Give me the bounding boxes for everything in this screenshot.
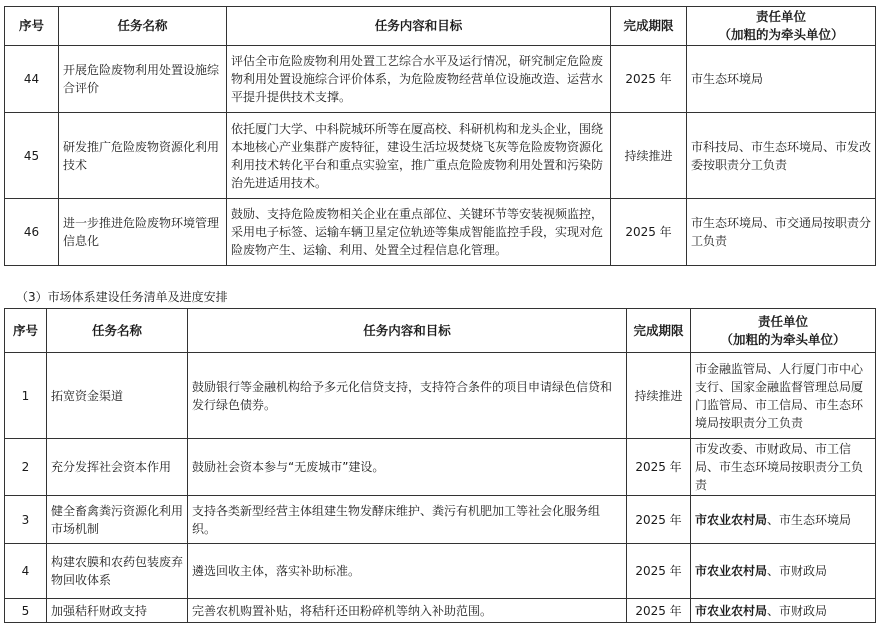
row-index: 3 (5, 496, 47, 544)
header-unit (691, 309, 876, 353)
table-header-row (5, 309, 876, 353)
header-content: 任务内容和目标 (188, 309, 627, 353)
row-content: 鼓励社会资本参与“无废城市”建设。 (188, 439, 627, 496)
row-content: 评估全市危险废物利用处置工艺综合水平及运行情况，研究制定危险废物利用处置设施综合评价体系，为危险废物经营单位设施改造、运营水平提升提供技术支撑。 (227, 46, 611, 113)
row-unit (691, 353, 876, 439)
header-unit-line1: 责任单位 (757, 313, 808, 329)
row-content: 支持各类新型经营主体组建生物发酵床维护、粪污有机肥加工等社会化服务组织。 (188, 496, 627, 544)
row-deadline: 持续推进 (627, 353, 691, 439)
row-task-name: 拓宽资金渠道 (47, 353, 188, 439)
header-deadline: 完成期限 (611, 7, 687, 46)
table-row (5, 496, 876, 544)
row-index: 2 (5, 439, 47, 496)
row-unit-rest: 市金融监管局、人行厦门市中心支行、国家金融监督管理总局厦门监管局、市工信局、市生态环境局按职责分工负责 (695, 361, 864, 430)
header-unit-line2: （加粗的为牵头单位） (718, 27, 844, 42)
row-unit-rest: 、市财政局 (767, 603, 828, 618)
row-unit (691, 439, 876, 496)
row-content: 完善农机购置补贴，将秸秆还田粉碎机等纳入补助范围。 (188, 599, 627, 623)
table-row (5, 46, 876, 113)
table-row (5, 599, 876, 623)
table-row (5, 439, 876, 496)
row-deadline: 2025 年 (627, 599, 691, 623)
row-index: 5 (5, 599, 47, 623)
table-row (5, 353, 876, 439)
row-task-name: 充分发挥社会资本作用 (47, 439, 188, 496)
row-unit-lead: 市农业农村局 (695, 564, 768, 578)
row-unit (691, 496, 876, 544)
row-unit-lead: 市农业农村局 (695, 512, 768, 527)
header-unit-line2: （加粗的为牵头单位） (720, 331, 846, 347)
row-task-name: 构建农膜和农药包装废弃物回收体系 (47, 544, 188, 599)
row-content: 鼓励、支持危险废物相关企业在重点部位、关键环节等安装视频监控，采用电子标签、运输车辆卫星定位轨迹等集成智能监控手段，实现对危险废物产生、运输、利用、处置全过程信息化管理。 (227, 199, 611, 266)
header-unit (687, 7, 876, 46)
row-task-name: 健全畜禽粪污资源化利用市场机制 (47, 496, 188, 544)
row-unit (691, 544, 876, 599)
row-index: 1 (5, 353, 47, 439)
row-content: 鼓励银行等金融机构给予多元化信贷支持，支持符合条件的项目申请绿色信贷和发行绿色债券。 (188, 353, 627, 439)
header-deadline: 完成期限 (627, 309, 691, 353)
table-row (5, 544, 876, 599)
header-unit-line1: 责任单位 (755, 9, 806, 24)
row-content: 遴选回收主体，落实补助标准。 (188, 544, 627, 599)
row-deadline: 2025 年 (627, 439, 691, 496)
header-task-name: 任务名称 (47, 309, 188, 353)
table-header-row (5, 7, 876, 46)
header-index: 序号 (5, 7, 59, 46)
row-unit-lead: 市农业农村局 (695, 603, 768, 618)
row-task-name: 进一步推进危险废物环境管理信息化 (59, 199, 227, 266)
row-unit-rest: 市发改委、市财政局、市工信局、市生态环境局按职责分工负责 (695, 442, 864, 492)
table-row (5, 199, 876, 266)
row-deadline: 持续推进 (611, 113, 687, 199)
row-deadline: 2025 年 (611, 46, 687, 113)
header-content: 任务内容和目标 (227, 7, 611, 46)
row-deadline: 2025 年 (627, 496, 691, 544)
row-unit: 市生态环境局、市交通局按职责分工负责 (687, 199, 876, 266)
row-index: 45 (5, 113, 59, 199)
header-task-name: 任务名称 (59, 7, 227, 46)
row-unit-rest: 、市财政局 (767, 564, 828, 578)
row-index: 4 (5, 544, 47, 599)
row-index: 46 (5, 199, 59, 266)
row-unit-rest: 、市生态环境局 (767, 512, 852, 527)
row-task-name: 开展危险废物利用处置设施综合评价 (59, 46, 227, 113)
header-index: 序号 (5, 309, 47, 353)
row-deadline: 2025 年 (627, 544, 691, 599)
section-title: （3）市场体系建设任务清单及进度安排 (16, 290, 228, 304)
row-deadline: 2025 年 (611, 199, 687, 266)
row-unit: 市科技局、市生态环境局、市发改委按职责分工负责 (687, 113, 876, 199)
row-unit: 市生态环境局 (687, 46, 876, 113)
row-task-name: 加强秸秆财政支持 (47, 599, 188, 623)
task-table-hazardous-waste (4, 6, 876, 266)
task-table-market-system (4, 308, 876, 623)
row-task-name: 研发推广危险废物资源化利用技术 (59, 113, 227, 199)
row-unit (691, 599, 876, 623)
row-index: 44 (5, 46, 59, 113)
row-content: 依托厦门大学、中科院城环所等在厦高校、科研机构和龙头企业，围绕本地核心产业集群产废特征，建设生活垃圾焚烧飞灰等危险废物资源化利用技术转化平台和重点实验室，推广重点危险废物利用处置和污染防治先进适用技术。 (227, 113, 611, 199)
table-row (5, 113, 876, 199)
